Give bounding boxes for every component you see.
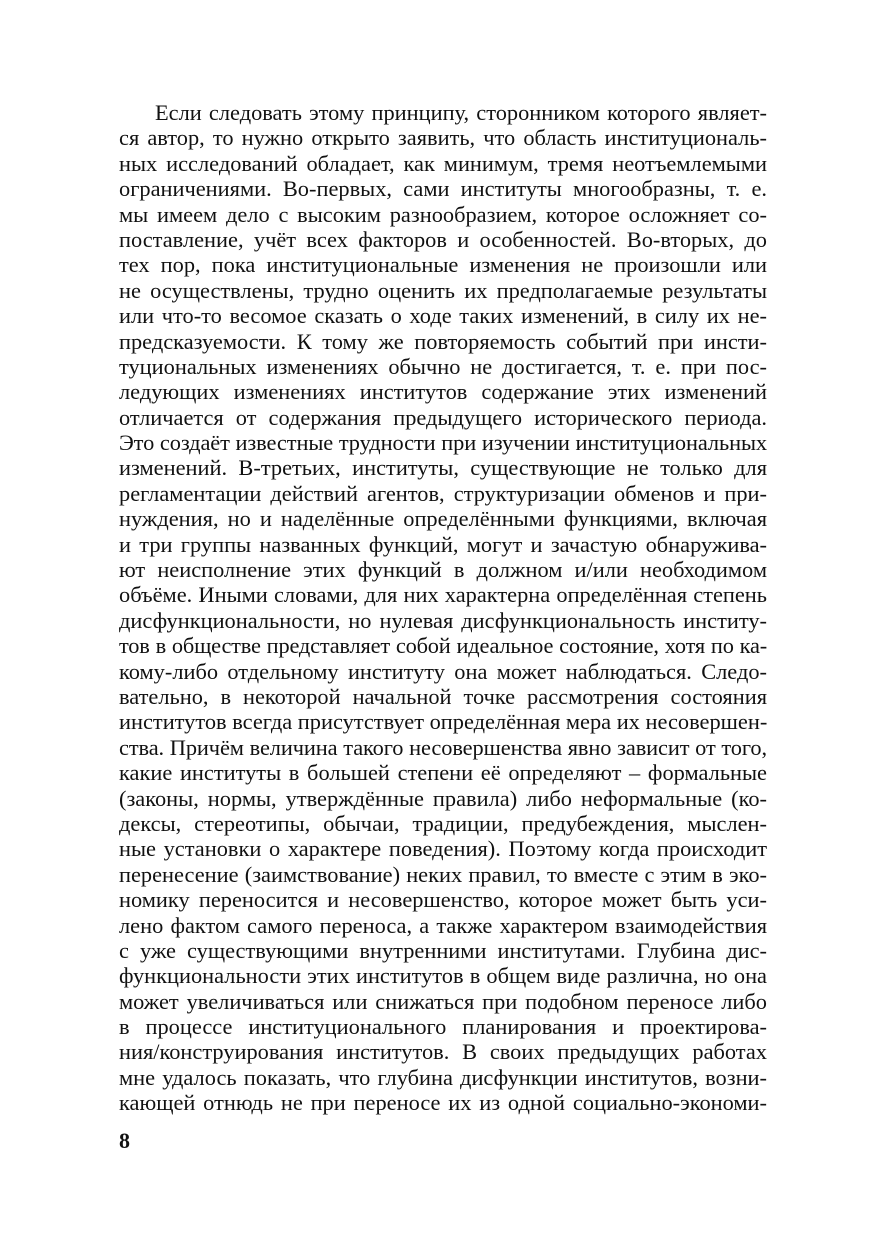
text-line: и три группы названных функций, могут и зачастую обнаружива- bbox=[119, 531, 767, 557]
text-line: кающей отнюдь не при переносе их из одной социально-экономи- bbox=[119, 1090, 767, 1116]
text-line: не осуществлены, трудно оценить их предполагаемые результаты bbox=[119, 277, 767, 303]
text-line: ограничениями. Во-первых, сами институты многообразны, т. е. bbox=[119, 176, 767, 202]
body-paragraph bbox=[119, 100, 767, 1116]
text-line: ся автор, то нужно открыто заявить, что область институциональ- bbox=[119, 125, 767, 151]
text-line: кому-либо отдельному институту она может наблюдаться. Следо- bbox=[119, 658, 767, 684]
text-line: туциональных изменениях обычно не достигается, т. е. при пос- bbox=[119, 353, 767, 379]
text-line: институтов всегда присутствует определённая мера их несовершен- bbox=[119, 709, 768, 735]
text-line: ных исследований обладает, как минимум, тремя неотъемлемыми bbox=[119, 150, 767, 176]
text-line: объёме. Иными словами, для них характерна определённая степень bbox=[119, 582, 767, 608]
text-line: тех пор, пока институциональные изменения не произошли или bbox=[119, 252, 767, 278]
text-line: поставление, учёт всех факторов и особенностей. Во-вторых, до bbox=[119, 226, 767, 252]
text-line: или что-то весомое сказать о ходе таких изменений, в силу их не- bbox=[119, 303, 767, 329]
text-line: ледующих изменениях институтов содержание этих изменений bbox=[119, 379, 767, 405]
text-line: дисфункциональности, но нулевая дисфункциональность институ- bbox=[119, 607, 767, 633]
text-line: вательно, в некоторой начальной точке рассмотрения состояния bbox=[119, 683, 767, 709]
text-line: с уже существующими внутренними институтами. Глубина дис- bbox=[119, 937, 767, 963]
text-line: (законы, нормы, утверждённые правила) либо неформальные (ко- bbox=[119, 785, 767, 811]
text-line: мы имеем дело с высоким разнообразием, которое осложняет со- bbox=[119, 201, 767, 227]
text-line: ства. Причём величина такого несовершенства явно зависит от того, bbox=[119, 734, 767, 760]
text-line: предсказуемости. К тому же повторяемость событий при инсти- bbox=[119, 328, 767, 354]
text-line: мне удалось показать, что глубина дисфункции институтов, возни- bbox=[119, 1064, 767, 1090]
text-line: изменений. В-третьих, институты, существующие не только для bbox=[119, 455, 767, 481]
text-line: ния/конструирования институтов. В своих предыдущих работах bbox=[119, 1039, 767, 1065]
text-line: номику переносится и несовершенство, которое может быть уси- bbox=[119, 887, 767, 913]
text-line: Если следовать этому принципу, сторонником которого являет- bbox=[155, 100, 767, 125]
text-line: регламентации действий агентов, структуризации обменов и при- bbox=[119, 480, 767, 506]
text-line: ные установки о характере поведения). Поэтому когда происходит bbox=[119, 836, 767, 862]
text-line: лено фактом самого переноса, а также характером взаимодействия bbox=[119, 912, 767, 938]
text-line: функциональности этих институтов в общем виде различна, но она bbox=[119, 963, 767, 989]
text-line: может увеличиваться или снижаться при подобном переносе либо bbox=[119, 988, 767, 1014]
text-line: какие институты в большей степени её определяют – формальные bbox=[119, 760, 767, 786]
text-line: тов в обществе представляет собой идеальное состояние, хотя по ка- bbox=[119, 633, 767, 659]
text-line: дексы, стереотипы, обычаи, традиции, предубеждения, мыслен- bbox=[119, 810, 767, 836]
text-line: перенесение (заимствование) неких правил, то вместе с этим в эко- bbox=[119, 861, 767, 887]
text-line: нуждения, но и наделённые определёнными функциями, включая bbox=[119, 506, 767, 532]
text-line: ют неисполнение этих функций в должном и/или необходимом bbox=[119, 557, 767, 583]
text-line: отличается от содержания предыдущего исторического периода. bbox=[119, 404, 767, 430]
page-number: 8 bbox=[119, 1128, 130, 1153]
text-line: в процессе институционального планирования и проектирова- bbox=[119, 1014, 767, 1040]
text-line: Это создаёт известные трудности при изучении институциональных bbox=[119, 430, 767, 456]
